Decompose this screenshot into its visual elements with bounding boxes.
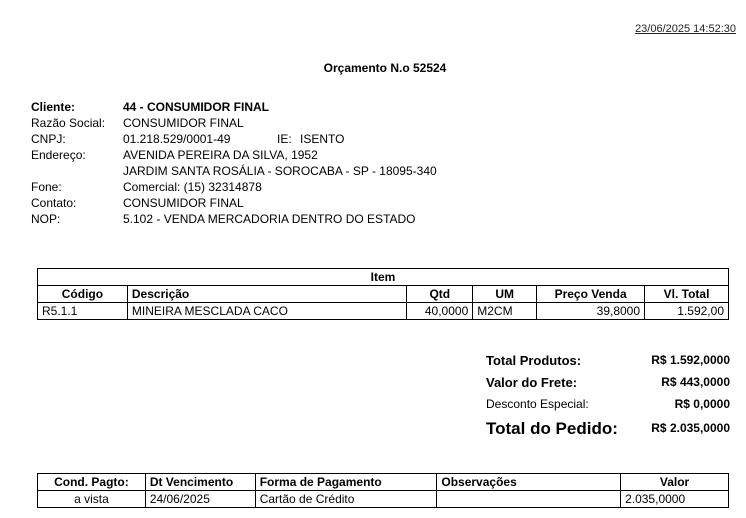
total-produtos-label: Total Produtos: <box>486 353 582 368</box>
contato-label: Contato: <box>31 196 77 210</box>
fone-label: Fone: <box>31 180 62 194</box>
table-row <box>38 491 729 508</box>
payment-cond: a vista <box>38 491 146 508</box>
col-preco-venda: Preço Venda <box>537 286 645 303</box>
col-um: UM <box>473 286 537 303</box>
ie-label: IE: <box>277 132 292 146</box>
payment-table <box>37 473 729 508</box>
total-pedido-value: R$ 2.035,0000 <box>651 421 730 435</box>
item-descricao: MINEIRA MESCLADA CACO <box>127 303 406 320</box>
nop-value: 5.102 - VENDA MERCADORIA DENTRO DO ESTADO <box>123 212 416 226</box>
payment-vencimento: 24/06/2025 <box>145 491 255 508</box>
cliente-label: Cliente: <box>31 100 76 114</box>
valor-frete-label: Valor do Frete: <box>486 375 578 390</box>
total-pedido-label: Total do Pedido: <box>486 419 618 438</box>
col-vl-total: Vl. Total <box>645 286 729 303</box>
col-codigo: Código <box>38 286 128 303</box>
print-timestamp: 23/06/2025 14:52:30 <box>635 23 736 35</box>
cnpj-label: CNPJ: <box>31 132 66 146</box>
col-forma-pagamento: Forma de Pagamento <box>255 474 437 491</box>
item-qtd: 40,0000 <box>407 303 473 320</box>
desconto-especial-value: R$ 0,0000 <box>674 397 730 411</box>
payment-forma: Cartão de Crédito <box>255 491 437 508</box>
cliente-value: 44 - CONSUMIDOR FINAL <box>123 100 270 114</box>
fone-value: Comercial: (15) 32314878 <box>123 180 262 194</box>
table-row <box>38 303 729 320</box>
desconto-especial-label: Desconto Especial: <box>486 397 589 411</box>
ie-value: ISENTO <box>300 132 345 146</box>
item-preco-venda: 39,8000 <box>537 303 645 320</box>
col-observacoes: Observações <box>437 474 621 491</box>
contato-value: CONSUMIDOR FINAL <box>123 196 244 210</box>
nop-label: NOP: <box>31 212 61 226</box>
item-um: M2CM <box>473 303 537 320</box>
items-table-header <box>38 286 729 303</box>
col-valor: Valor <box>621 474 729 491</box>
endereco-line2: JARDIM SANTA ROSÁLIA - SOROCABA - SP - 18095-340 <box>123 164 437 178</box>
endereco-line1: AVENIDA PEREIRA DA SILVA, 1952 <box>123 148 318 162</box>
cnpj-value: 01.218.529/0001-49 <box>123 132 231 146</box>
col-qtd: Qtd <box>407 286 473 303</box>
item-vl-total: 1.592,00 <box>645 303 729 320</box>
total-produtos-value: R$ 1.592,0000 <box>651 353 730 367</box>
valor-frete-value: R$ 443,0000 <box>661 375 730 389</box>
document-title: Orçamento N.o 52524 <box>323 61 447 75</box>
payment-table-header <box>38 474 729 491</box>
items-table <box>37 268 729 320</box>
item-codigo: R5.1.1 <box>38 303 128 320</box>
endereco-label: Endereço: <box>31 148 86 162</box>
razao-social-label: Razão Social: <box>31 116 106 130</box>
payment-observacoes <box>437 491 621 508</box>
razao-social-value: CONSUMIDOR FINAL <box>123 116 244 130</box>
col-cond-pagto: Cond. Pagto: <box>38 474 146 491</box>
col-dt-vencimento: Dt Vencimento <box>145 474 255 491</box>
items-table-caption: Item <box>38 269 729 286</box>
payment-valor: 2.035,0000 <box>621 491 729 508</box>
col-descricao: Descrição <box>127 286 406 303</box>
